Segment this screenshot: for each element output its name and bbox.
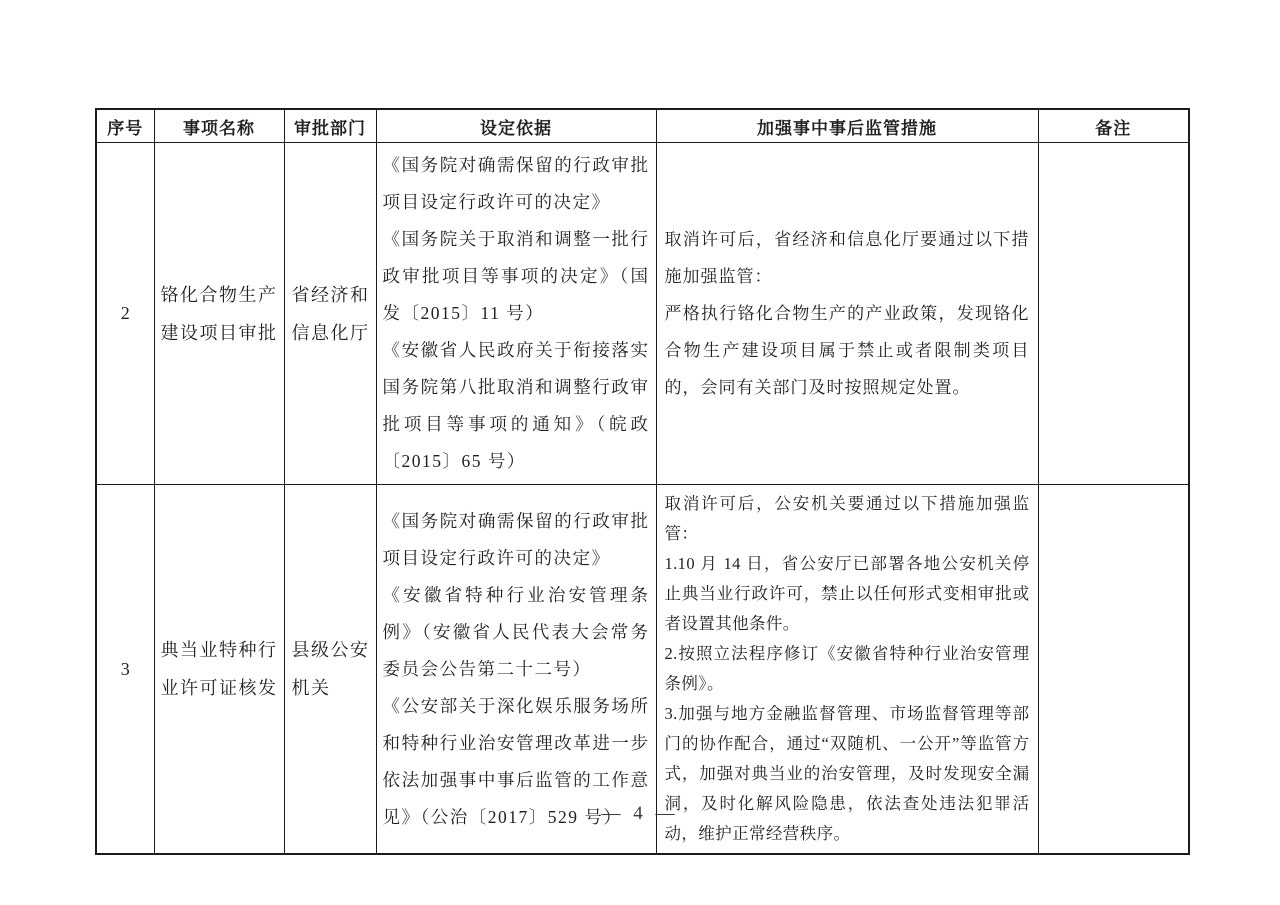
basis-paragraph: 《国务院对确需保留的行政审批项目设定行政许可的决定》 (382, 155, 650, 212)
measure-paragraph: 严格执行铬化合物生产的产业政策，发现铬化合物生产建设项目属于禁止或者限制类项目的，会同有关部门及时按照规定处置。 (664, 304, 1030, 397)
department-cell: 县级公安机关 (284, 485, 376, 855)
page-number: — 4 — (601, 803, 679, 824)
remark-cell (1038, 485, 1189, 855)
basis-paragraph: 《国务院关于取消和调整一批行政审批项目等事项的决定》（国发〔2015〕11 号） (382, 229, 650, 323)
header-item-name: 事项名称 (154, 109, 284, 143)
basis-paragraph: 《公安部关于深化娱乐服务场所和特种行业治安管理改革进一步依法加强事中事后监管的工作意见》（公治〔2017〕529 号） (382, 695, 650, 827)
department-cell: 省经济和信息化厅 (284, 143, 376, 485)
remark-cell (1038, 143, 1189, 485)
measures-cell (656, 485, 1038, 855)
measure-paragraph: 2.按照立法程序修订《安徽省特种行业治安管理条例》。 (664, 644, 1030, 693)
basis-paragraph: 《国务院对确需保留的行政审批项目设定行政许可的决定》 (382, 510, 650, 568)
item-name-cell: 典当业特种行业许可证核发 (154, 485, 284, 855)
row-index-cell: 2 (96, 143, 154, 485)
header-remark: 备注 (1038, 109, 1189, 143)
header-basis: 设定依据 (376, 109, 656, 143)
basis-paragraph: 《安徽省特种行业治安管理条例》（安徽省人民代表大会常务委员会公告第二十二号） (382, 584, 650, 679)
item-name-cell: 铬化合物生产建设项目审批 (154, 143, 284, 485)
row-index-cell: 3 (96, 485, 154, 855)
table-header-row (96, 109, 1189, 143)
basis-cell (376, 143, 656, 485)
measure-paragraph: 3.加强与地方金融监督管理、市场监督管理等部门的协作配合，通过“双随机、一公开”等监管方式，加强对典当业的治安管理，及时发现安全漏洞，及时化解风险隐患，依法查处违法犯罪活动，维护正常经营秩序。 (664, 704, 1030, 843)
header-serial: 序号 (96, 109, 154, 143)
table-row-item-3 (96, 485, 1189, 855)
measures-cell (656, 143, 1038, 485)
table-row-item-2 (96, 143, 1189, 485)
basis-paragraph: 《安徽省人民政府关于衔接落实国务院第八批取消和调整行政审批项目等事项的通知》（皖政〔2015〕65 号） (382, 340, 650, 471)
header-department: 审批部门 (284, 109, 376, 143)
basis-cell (376, 485, 656, 855)
measure-paragraph: 取消许可后，省经济和信息化厅要通过以下措施加强监管： (664, 230, 1030, 286)
measure-paragraph: 1.10 月 14 日，省公安厅已部署各地公安机关停止典当业行政许可，禁止以任何形式变相审批或者设置其他条件。 (664, 554, 1030, 633)
header-measures: 加强事中事后监管措施 (656, 109, 1038, 143)
measure-paragraph: 取消许可后，公安机关要通过以下措施加强监管： (664, 494, 1030, 543)
approval-items-table (95, 108, 1190, 855)
